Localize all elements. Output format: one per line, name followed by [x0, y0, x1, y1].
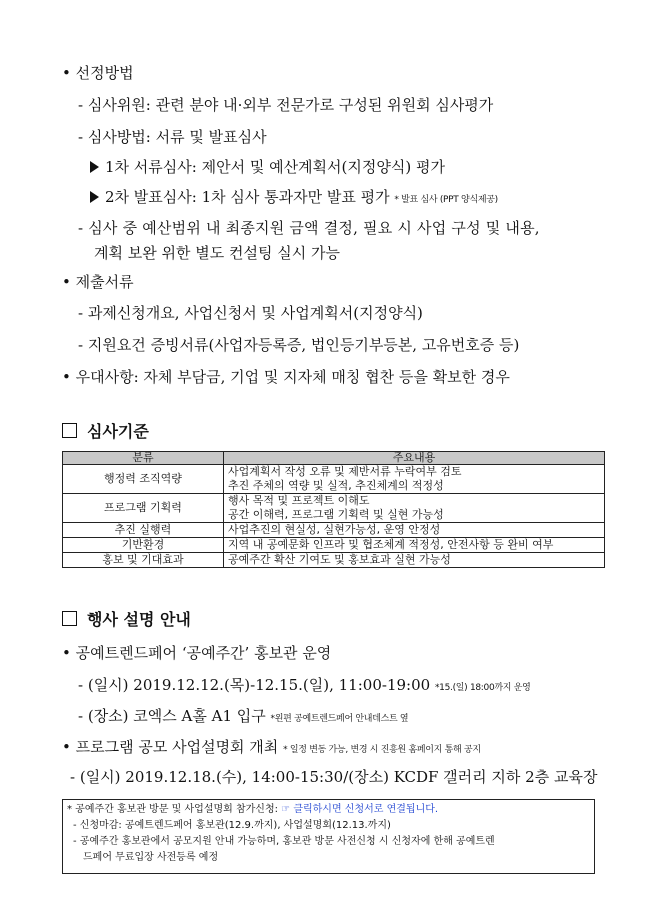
criteria-section-title — [62, 422, 149, 442]
table-row — [63, 553, 605, 568]
note-line-3: - 공예주간 홍보관에서 공모지원 안내 가능하며, 홍보관 방문 사전신청 시 신청자에 한해 공예트렌 — [73, 836, 495, 847]
row-content: 지역 내 공예문화 인프라 및 협조체계 적정성, 안전사항 등 완비 여부 — [224, 538, 605, 553]
triangle-bullet-icon — [90, 191, 99, 203]
documents-heading: • 제출서류 — [62, 273, 134, 291]
preference-line: • 우대사항: 자체 부담금, 기업 및 지자체 매칭 협찬 등을 확보한 경우 — [62, 368, 510, 386]
square-bullet-icon — [62, 423, 77, 438]
column-header-category: 분류 — [63, 452, 224, 465]
row-category: 행정력 조직역량 — [63, 465, 224, 494]
selection-item-method: - 심사방법: 서류 및 발표심사 — [78, 128, 267, 146]
briefing-note: * 일정 변동 가능, 변경 시 진흥원 홈페이지 통해 공지 — [283, 745, 481, 755]
content-line: 사업계획서 작성 오류 및 제반서류 누락여부 검토 — [228, 465, 462, 478]
row-content: 공예주간 확산 기여도 및 홍보효과 실현 가능성 — [224, 553, 605, 568]
stage1-line — [90, 157, 445, 177]
application-note-box — [62, 799, 595, 874]
row-content — [224, 465, 605, 494]
triangle-bullet-icon — [90, 161, 99, 173]
note-line-2: - 신청마감: 공예트렌드페어 홍보관(12.9.까지), 사업설명회(12.13.까지) — [73, 820, 391, 831]
briefing-title: • 프로그램 공모 사업설명회 개최 — [62, 738, 279, 756]
briefing-date: - (일시) 2019.12.18.(수), 14:00-15:30/(장소) KCDF 갤러리 지하 2층 교육장 — [70, 768, 598, 786]
content-line: 행사 목적 및 프로젝트 이해도 — [228, 494, 370, 507]
row-content — [224, 494, 605, 523]
selection-item-reviewers: - 심사위원: 관련 분야 내·외부 전문가로 구성된 위원회 심사평가 — [78, 96, 494, 114]
table-row — [63, 523, 605, 538]
square-bullet-icon — [62, 611, 77, 626]
criteria-heading: 심사기준 — [87, 422, 149, 441]
row-category: 기반환경 — [63, 538, 224, 553]
stage1-text: 1차 서류심사: 제안서 및 예산계획서(지정양식) 평가 — [105, 158, 445, 176]
table-row — [63, 465, 605, 494]
briefing-title-line — [62, 737, 481, 760]
documents-item-application: - 과제신청개요, 사업신청서 및 사업계획서(지정양식) — [78, 304, 423, 322]
fair-place: - (장소) 코엑스 A홀 A1 입구 — [78, 707, 266, 725]
row-content: 사업추진의 현실성, 실현가능성, 운영 안정성 — [224, 523, 605, 538]
selection-extra-line2: 계획 보완 위한 별도 컨설팅 실시 가능 — [94, 244, 340, 262]
selection-heading: • 선정방법 — [62, 64, 134, 82]
stage2-line — [90, 187, 498, 210]
event-section-title — [62, 610, 191, 630]
content-line: 추진 주체의 역량 및 실적, 추진체계의 적정성 — [228, 479, 444, 492]
application-link[interactable]: ☞ 클릭하시면 신청서로 연결됩니다. — [281, 804, 439, 815]
stage2-text: 2차 발표심사: 1차 심사 통과자만 발표 평가 — [105, 188, 390, 206]
row-category: 추진 실행력 — [63, 523, 224, 538]
fair-place-note: *왼편 공예트렌드페어 안내데스트 옆 — [270, 714, 409, 724]
fair-place-line — [78, 706, 408, 729]
content-line: 공간 이해력, 프로그램 기획력 및 실현 가능성 — [228, 508, 444, 521]
fair-date-note: *15.(일) 18:00까지 운영 — [434, 683, 531, 693]
table-header-row — [63, 452, 605, 465]
selection-extra-line1: - 심사 중 예산범위 내 최종지원 금액 결정, 필요 시 사업 구성 및 내용, — [78, 219, 540, 237]
fair-date: - (일시) 2019.12.12.(목)-12.15.(일), 11:00-19:00 — [78, 676, 431, 694]
documents-item-evidence: - 지원요건 증빙서류(사업자등록증, 법인등기부등본, 고유번호증 등) — [78, 336, 520, 354]
fair-title: • 공예트렌드페어 ‘공예주간’ 홍보관 운영 — [62, 644, 332, 662]
note-prefix: * 공예주간 홍보관 방문 및 사업설명회 참가신청: — [67, 804, 278, 815]
event-heading: 행사 설명 안내 — [87, 610, 191, 629]
table-row — [63, 494, 605, 523]
note-line-1 — [67, 802, 590, 818]
note-line-4: 드페어 무료입장 사전등록 예정 — [83, 852, 219, 863]
stage2-note: * 발표 심사 (PPT 양식제공) — [394, 195, 498, 205]
table-row — [63, 538, 605, 553]
row-category: 프로그램 기획력 — [63, 494, 224, 523]
column-header-content: 주요내용 — [224, 452, 605, 465]
criteria-table — [62, 451, 605, 568]
row-category: 홍보 및 기대효과 — [63, 553, 224, 568]
fair-date-line — [78, 675, 531, 698]
